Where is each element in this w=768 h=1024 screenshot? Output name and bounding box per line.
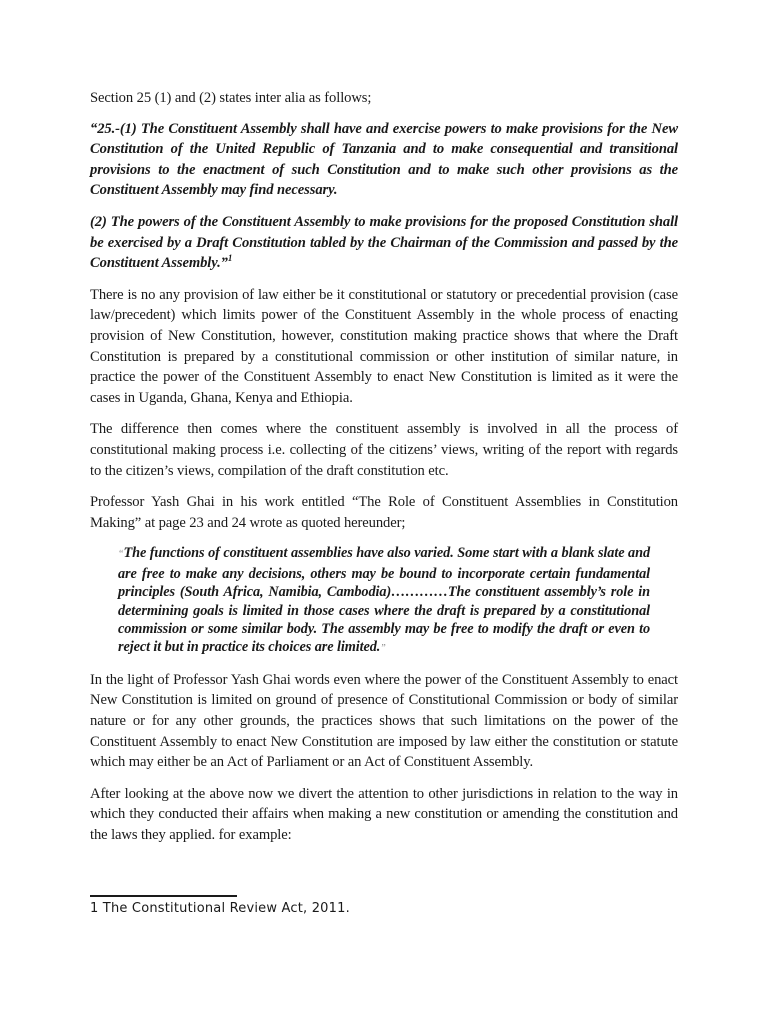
document-page [90,88,678,856]
footnote-separator [90,895,237,897]
paragraph-no-provision: There is no any provision of law either be it constitutional or statutory or precedential provision (case law/precedent) which limits power of the Constituent Assembly in the whole process of enacting provision of New Constitution, however, constitution making practice shows that where the Draft Constitution is prepared by a constitutional commission or other institution of similar nature, in practice the power of the Constituent Assembly to enact New Constitution is limited as it were the cases in Uganda, Ghana, Kenya and Ethiopia. [90,286,678,406]
paragraph-light-of-ghai: In the light of Professor Yash Ghai words even where the power of the Constituent Assembly to enact New Constitution is limited on ground of presence of Constitutional Commission or body of similar nature or for any other grounds, the practices shows that such limitations on the power of the Constituent Assembly to enact New Constitution are imposed by law either the constitution or statute which may either be an Act of Parliament or an Act of Constituent Assembly. [90,671,678,771]
footnote-text: 1 The Constitutional Review Act, 2011. [90,901,350,916]
section-25-2-text: (2) The powers of the Constituent Assembly to make provisions for the proposed Constitution shall be exercised by a Draft Constitution tabled by the Chairman of the Commission and passed by the Constituent Assembly.” [90,213,678,272]
intro-text: Section 25 (1) and (2) states inter alia as follows; [90,90,372,106]
quote-text: The functions of constituent assemblies have also varied. Some start with a blank slate and are free to make any decisions, others may be bound to incorporate certain fundamental principles (South Africa, Namibia, Cambodia)…………The constituent assembly’s role in determining goals is limited in those cases where the draft is prepared by a constitutional commission or some similar body. The assembly may be free to modify the draft or even to reject it but in practice its choices are limited. [118,545,650,656]
paragraph-yash-ghai-intro: Professor Yash Ghai in his work entitled “The Role of Constituent Assemblies in Constitution Making” at page 23 and 24 wrote as quoted hereunder; [90,494,678,531]
section-25-2-provision [90,212,678,274]
paragraph-difference: The difference then comes where the constituent assembly is involved in all the process of constitutional making process i.e. collecting of the citizens’ views, writing of the report with regards to the citizen’s views, compilation of the draft constitution etc. [90,421,678,479]
paragraph-other-jurisdictions: After looking at the above now we divert the attention to other jurisdictions in relation to the way in which they conducted their affairs when making a new constitution or amending the constitution and the laws they applied. for example: [90,785,678,843]
section-25-1-provision: “25.-(1) The Constituent Assembly shall have and exercise powers to make provisions for the New Constitution of the United Republic of Tanzania and to make consequential and transitional provisions to the enactment of such Constitution and to make such other provisions as the Constituent Assembly may find necessary. [90,120,678,199]
quote-close-mark: ” [380,643,386,655]
footnote-reference[interactable]: 1 [227,253,233,264]
block-quote [118,544,650,658]
quote-open-mark: “ [118,549,124,561]
